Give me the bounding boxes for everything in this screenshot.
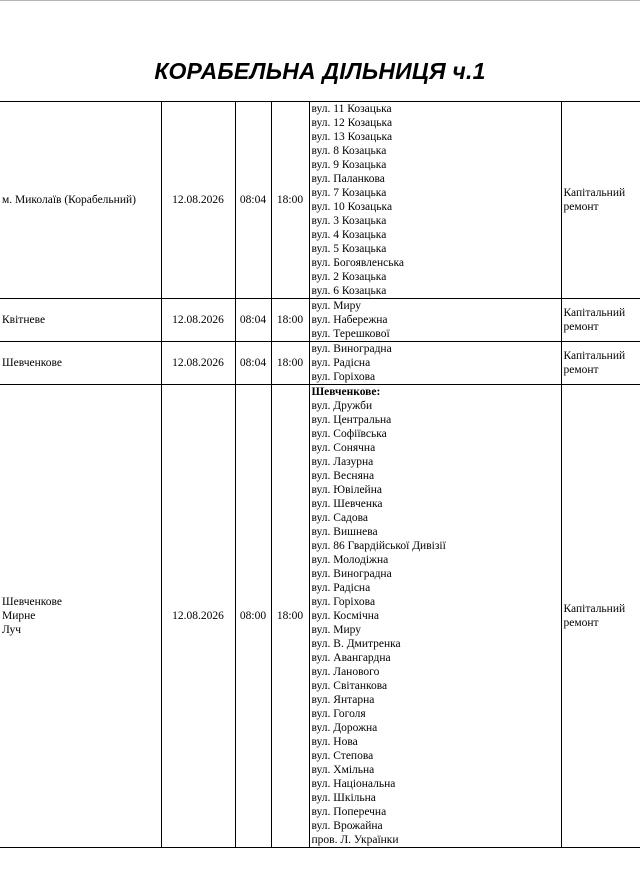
end-time-cell: 18:00	[271, 385, 309, 848]
street-item: вул. 86 Гвардійської Дивізії	[311, 540, 446, 552]
street-item: вул. Виноградна	[311, 568, 392, 580]
settlement-name: Луч	[2, 624, 22, 636]
street-item: вул. Весняна	[311, 470, 375, 482]
street-item: вул. Виноградна	[311, 343, 392, 355]
street-item: вул. Горіхова	[311, 596, 376, 608]
streets-cell	[309, 299, 561, 342]
work-type-cell: Капітальний ремонт	[561, 102, 640, 299]
street-item: вул. Янтарна	[311, 694, 375, 706]
settlement-cell	[0, 342, 161, 385]
street-item: вул. Гоголя	[311, 708, 366, 720]
street-item: вул. Нова	[311, 736, 358, 748]
street-item: вул. Радісна	[311, 357, 371, 369]
street-item: вул. Врожайна	[311, 820, 383, 832]
street-item: вул. Космічна	[311, 610, 380, 622]
street-item: вул. Центральна	[311, 414, 392, 426]
work-type-cell: Капітальний ремонт	[561, 342, 640, 385]
settlement-cell	[0, 385, 161, 848]
date-cell: 12.08.2026	[161, 299, 235, 342]
streets-cell	[309, 102, 561, 299]
street-item: вул. Ювілейна	[311, 484, 382, 496]
street-item: вул. Молодіжна	[311, 554, 389, 566]
street-item: вул. 7 Козацька	[311, 187, 387, 199]
street-item: вул. Поперечна	[311, 806, 387, 818]
street-item: вул. Шевченка	[311, 498, 383, 510]
top-rule	[0, 0, 640, 1]
work-type-cell: Капітальний ремонт	[561, 299, 640, 342]
street-item: вул. Лазурна	[311, 456, 374, 468]
settlement-name: Мирне	[2, 610, 36, 622]
street-item: вул. Світанкова	[311, 680, 388, 692]
streets-heading: Шевченкове:	[311, 386, 381, 398]
street-item: вул. Ланового	[311, 666, 380, 678]
date-cell: 12.08.2026	[161, 102, 235, 299]
street-item: вул. 8 Козацька	[311, 145, 387, 157]
settlement-name: Квітневе	[2, 314, 46, 326]
street-item: вул. Хмільна	[311, 764, 375, 776]
start-time-cell: 08:00	[235, 385, 271, 848]
end-time-cell: 18:00	[271, 342, 309, 385]
work-type-cell: Капітальний ремонт	[561, 385, 640, 848]
settlement-cell	[0, 299, 161, 342]
table-row	[0, 342, 640, 385]
street-item: вул. Миру	[311, 624, 361, 636]
start-time-cell: 08:04	[235, 342, 271, 385]
street-item: вул. 10 Козацька	[311, 201, 393, 213]
settlement-name: Шевченкове	[2, 596, 62, 608]
street-item: вул. Миру	[311, 300, 361, 312]
street-item: вул. 4 Козацька	[311, 229, 387, 241]
street-item: вул. Набережна	[311, 314, 388, 326]
table-row	[0, 385, 640, 848]
table-row	[0, 102, 640, 299]
street-item: вул. 13 Козацька	[311, 131, 393, 143]
street-item: вул. 2 Козацька	[311, 271, 387, 283]
end-time-cell: 18:00	[271, 102, 309, 299]
street-item: вул. Вишнева	[311, 526, 378, 538]
street-item: пров. Л. Українки	[311, 834, 399, 846]
street-item: вул. 5 Козацька	[311, 243, 387, 255]
street-item: вул. Богоявленська	[311, 257, 405, 269]
date-cell: 12.08.2026	[161, 385, 235, 848]
street-item: вул. Сонячна	[311, 442, 376, 454]
settlement-cell	[0, 102, 161, 299]
street-item: вул. Паланкова	[311, 173, 385, 185]
street-item: вул. Терешкової	[311, 328, 390, 340]
street-item: вул. 11 Козацька	[311, 103, 392, 115]
street-item: вул. Степова	[311, 750, 374, 762]
start-time-cell: 08:04	[235, 102, 271, 299]
street-item: вул. Софіївська	[311, 428, 387, 440]
settlement-name: м. Миколаїв (Корабельний)	[2, 194, 136, 206]
street-item: вул. 9 Козацька	[311, 159, 387, 171]
street-item: вул. Садова	[311, 512, 369, 524]
date-cell: 12.08.2026	[161, 342, 235, 385]
page-title: КОРАБЕЛЬНА ДІЛЬНИЦЯ ч.1	[154, 58, 486, 84]
streets-cell	[309, 385, 561, 848]
street-item: вул. В. Дмитренка	[311, 638, 401, 650]
outage-table-body	[0, 102, 640, 848]
street-item: вул. 6 Козацька	[311, 285, 387, 297]
start-time-cell: 08:04	[235, 299, 271, 342]
table-row	[0, 299, 640, 342]
street-item: вул. Горіхова	[311, 371, 376, 383]
streets-cell	[309, 342, 561, 385]
street-item: вул. Національна	[311, 778, 396, 790]
street-item: вул. Авангардна	[311, 652, 391, 664]
street-item: вул. 3 Козацька	[311, 215, 387, 227]
settlement-name: Шевченкове	[2, 357, 62, 369]
street-item: вул. Дорожна	[311, 722, 378, 734]
street-item: вул. Шкільна	[311, 792, 376, 804]
street-item: вул. Радісна	[311, 582, 371, 594]
outage-table	[0, 101, 640, 848]
end-time-cell: 18:00	[271, 299, 309, 342]
street-item: вул. 12 Козацька	[311, 117, 393, 129]
street-item: вул. Дружби	[311, 400, 373, 412]
